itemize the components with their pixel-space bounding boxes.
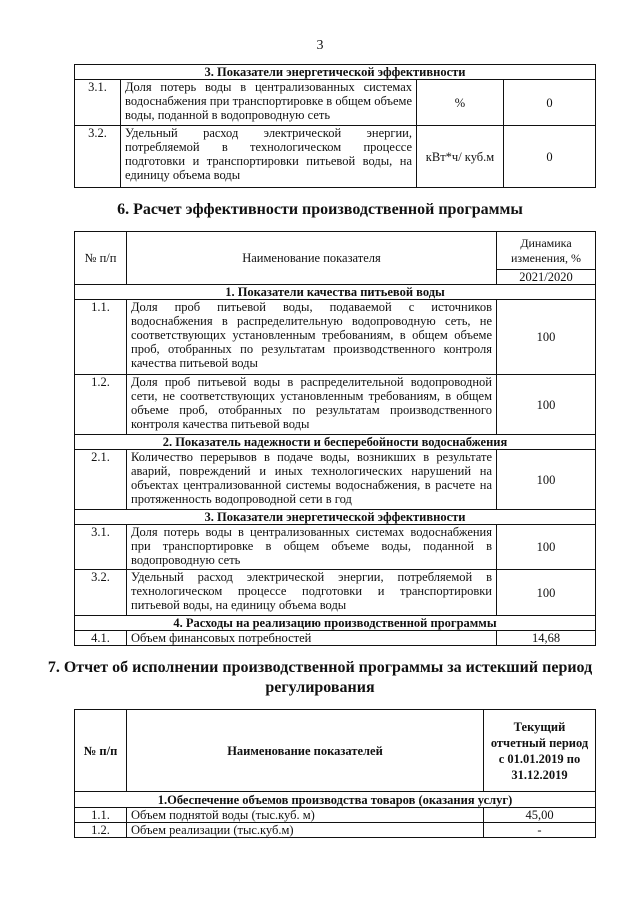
table-row xyxy=(75,823,596,838)
row-value: 0 xyxy=(504,80,596,126)
table-section-row xyxy=(75,285,596,300)
row-value: 100 xyxy=(497,300,596,375)
table-row xyxy=(75,570,596,616)
row-value: 0 xyxy=(504,126,596,188)
row-value: 100 xyxy=(497,450,596,510)
row-value: 14,68 xyxy=(497,631,596,646)
row-number: 1.2. xyxy=(75,823,127,838)
row-number: 1.2. xyxy=(75,375,127,435)
row-value: 45,00 xyxy=(484,808,596,823)
top-indicators-table xyxy=(74,64,596,188)
table-header-row xyxy=(75,710,596,792)
section-7-title-line1: 7. Отчет об исполнении производственной программы за истекший период xyxy=(47,659,593,676)
table-row xyxy=(75,126,596,188)
row-number: 3.2. xyxy=(75,126,121,188)
header-num: № п/п xyxy=(75,710,127,792)
group-title: 1. Показатели качества питьевой воды xyxy=(75,285,596,300)
table-section-row xyxy=(75,65,596,80)
row-number: 1.1. xyxy=(75,300,127,375)
row-value: 100 xyxy=(497,375,596,435)
efficiency-table xyxy=(74,231,596,646)
row-name: Объем реализации (тыс.куб.м) xyxy=(127,823,484,838)
header-dynamics: Динамика изменения, % xyxy=(497,232,596,270)
row-unit: кВт*ч/ куб.м xyxy=(417,126,504,188)
table-row xyxy=(75,525,596,570)
table-row xyxy=(75,450,596,510)
row-number: 3.1. xyxy=(75,80,121,126)
page-number: 3 xyxy=(316,38,324,53)
row-name: Доля проб питьевой воды в распределительной водопроводной сети, не соответствующих установленным требованиям, в общем объеме проб, отобранных по результатам производственного контроля качества питьевой воды xyxy=(127,375,497,435)
row-unit: % xyxy=(417,80,504,126)
table-section-row xyxy=(75,510,596,525)
table-section-row xyxy=(75,616,596,631)
section-title: 3. Показатели энергетической эффективности xyxy=(75,65,596,80)
header-name: Наименование показателей xyxy=(127,710,484,792)
header-num: № п/п xyxy=(75,232,127,285)
row-number: 3.1. xyxy=(75,525,127,570)
group-title: 2. Показатель надежности и бесперебойности водоснабжения xyxy=(75,435,596,450)
row-value: 100 xyxy=(497,570,596,616)
row-value: 100 xyxy=(497,525,596,570)
row-name: Удельный расход электрической энергии, потребляемой в технологическом процессе подготовки и транспортировки питьевой воды, на единицу объема воды xyxy=(121,126,417,188)
row-name: Объем финансовых потребностей xyxy=(127,631,497,646)
row-number: 4.1. xyxy=(75,631,127,646)
row-name: Доля потерь воды в централизованных системах водоснабжения при транспортировке в общем объеме воды, поданной в водопроводную сеть xyxy=(127,525,497,570)
group-title: 3. Показатели энергетической эффективности xyxy=(75,510,596,525)
table-row xyxy=(75,808,596,823)
section-6-title: 6. Расчет эффективности производственной программы xyxy=(117,201,523,218)
row-value: - xyxy=(484,823,596,838)
row-number: 1.1. xyxy=(75,808,127,823)
header-name: Наименование показателя xyxy=(127,232,497,285)
table-header-row xyxy=(75,232,596,270)
table-section-row xyxy=(75,792,596,808)
row-name: Удельный расход электрической энергии, потребляемой в технологическом процессе подготовки и транспортировки питьевой воды, на единицу объема воды xyxy=(127,570,497,616)
table-row xyxy=(75,375,596,435)
header-period: Текущий отчетный период с 01.01.2019 по 31.12.2019 xyxy=(484,710,596,792)
report-table xyxy=(74,709,596,838)
row-name: Количество перерывов в подаче воды, возникших в результате аварий, повреждений и иных технологических нарушений на объектах централизованной системы водоснабжения, в расчете на протяженность водопроводной сети в год xyxy=(127,450,497,510)
table-row xyxy=(75,80,596,126)
table-row xyxy=(75,300,596,375)
table-section-row xyxy=(75,435,596,450)
table-row xyxy=(75,631,596,646)
row-name: Доля потерь воды в централизованных системах водоснабжения при транспортировке в общем объеме воды, поданной в водопроводную сеть xyxy=(121,80,417,126)
row-name: Объем поднятой воды (тыс.куб. м) xyxy=(127,808,484,823)
row-name: Доля проб питьевой воды, подаваемой с источников водоснабжения в распределительную водопроводную сеть, не соответствующих установленным требованиям, в общем объеме проб, отобранных по результатам производственного контроля качества питьевой воды xyxy=(127,300,497,375)
header-period: 2021/2020 xyxy=(497,270,596,285)
group-title: 1.Обеспечение объемов производства товаров (оказания услуг) xyxy=(75,792,596,808)
row-number: 3.2. xyxy=(75,570,127,616)
section-7-title-line2: регулирования xyxy=(265,679,375,696)
row-number: 2.1. xyxy=(75,450,127,510)
group-title: 4. Расходы на реализацию производственной программы xyxy=(75,616,596,631)
